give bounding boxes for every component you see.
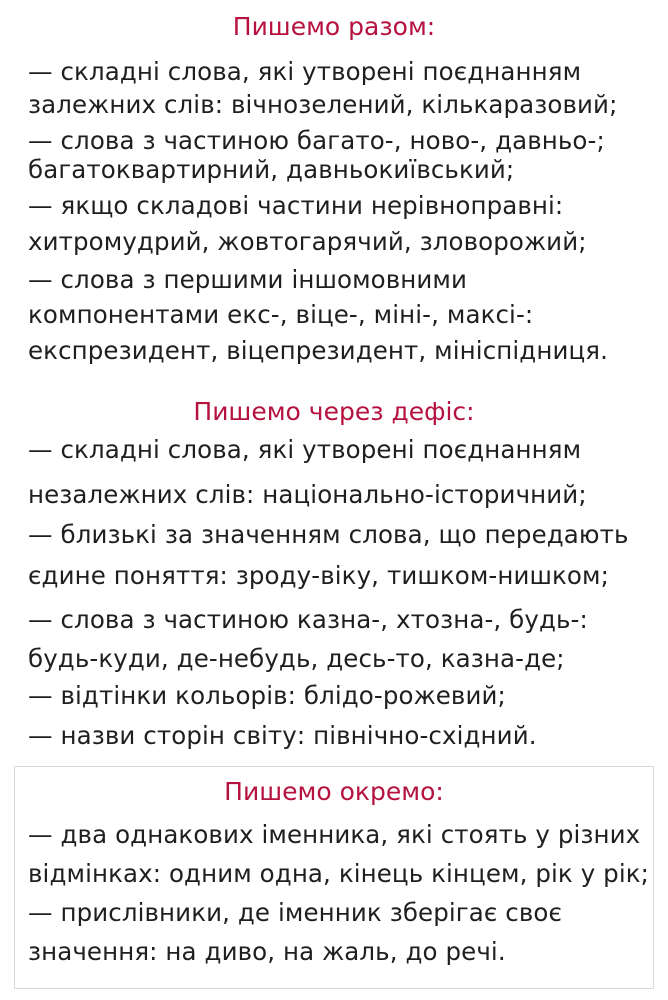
- rule-line: багатоквартирний, давньокиївський;: [28, 155, 515, 184]
- rule-line: — складні слова, які утворені поєднанням: [28, 435, 582, 464]
- rule-line: — слова з частиною багато-, ново-, давньо-;: [28, 126, 605, 155]
- rule-line: компонентами екс-, віце-, міні-, максі-:: [28, 300, 534, 329]
- rule-line: — відтінки кольорів: блідо-рожевий;: [28, 681, 506, 710]
- rule-line: — близькі за значенням слова, що передають: [28, 520, 629, 549]
- rule-line: значення: на диво, на жаль, до речі.: [28, 937, 506, 966]
- rule-line: — складні слова, які утворені поєднанням: [28, 57, 582, 86]
- section-hyphen: [0, 380, 668, 760]
- rule-line: — два однакових іменника, які стоять у різних: [28, 820, 641, 849]
- rule-line: — прислівники, де іменник зберігає своє: [28, 898, 563, 927]
- rule-line: відмінках: одним одна, кінець кінцем, рік у рік;: [28, 859, 649, 888]
- section-heading-separate: Пишемо окремо:: [224, 777, 444, 806]
- rule-line: будь-куди, де-небудь, десь-то, казна-де;: [28, 644, 565, 673]
- rule-line: експрезидент, віцепрезидент, мініспідниця.: [28, 336, 608, 365]
- rule-line: — назви сторін світу: північно-східний.: [28, 721, 537, 750]
- section-heading-hyphen: Пишемо через дефіс:: [193, 397, 475, 426]
- rule-line: хитромудрий, жовтогарячий, зловорожий;: [28, 227, 587, 256]
- rule-line: єдине поняття: зроду-віку, тишком-нишком;: [28, 561, 609, 590]
- section-together: [0, 0, 668, 380]
- rule-line: незалежних слів: національно-історичний;: [28, 480, 587, 509]
- rule-line: — слова з частиною казна-, хтозна-, будь-:: [28, 605, 588, 634]
- rule-line: залежних слів: вічнозелений, кількаразовий;: [28, 90, 618, 119]
- section-heading-together: Пишемо разом:: [232, 12, 436, 41]
- section-separate-box: [14, 766, 654, 989]
- rule-line: — якщо складові частини нерівноправні:: [28, 191, 564, 220]
- rule-line: — слова з першими іншомовними: [28, 265, 468, 294]
